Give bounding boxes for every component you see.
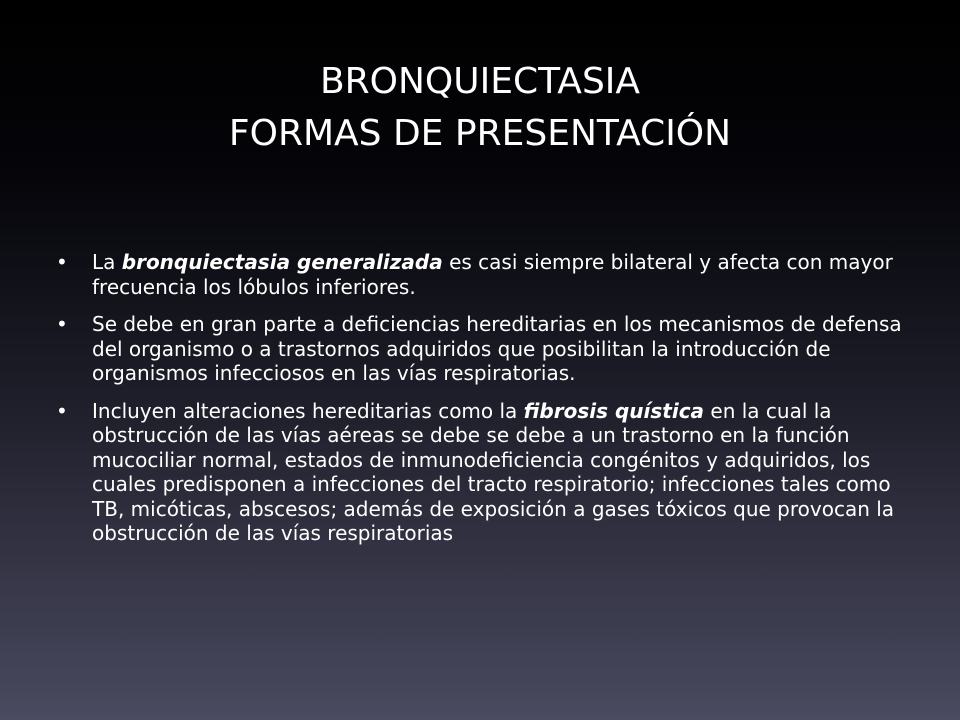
- title-line-2: FORMAS DE PRESENTACIÓN: [228, 113, 732, 154]
- bullet-marker: •: [56, 398, 68, 423]
- title-line-1: BRONQUIECTASIA: [319, 61, 641, 102]
- bullet-marker: •: [56, 312, 68, 336]
- bullet-marker: •: [56, 250, 68, 274]
- slide-title: [0, 56, 960, 160]
- bullet-text: Incluyen alteraciones hereditarias como la: [92, 398, 524, 423]
- bullet-item: [56, 312, 918, 386]
- bullet-text: Se debe en gran parte a deficiencias hereditarias en los mecanismos de defensa del organismo o a trastornos adquiridos que posibilitan la introducción de organismos infecciosos en las vías respiratorias.: [92, 312, 902, 385]
- bullet-item: [56, 250, 918, 299]
- bullet-text: La: [92, 250, 122, 274]
- bullet-list: [56, 250, 918, 559]
- bullet-emphasis: fibrosis quística: [523, 398, 705, 423]
- bullet-text: en la cual la obstrucción de las vías aéreas se debe se debe a un trastorno en la función mucociliar normal, estados de inmunodeficiencia congénitos y adquiridos, los cuales predisponen a infecciones del tracto respiratorio; infecciones tales como TB, micóticas, abscesos; además de exposición a gases tóxicos que provocan la obstrucción de las vías respiratorias: [92, 398, 895, 545]
- bullet-emphasis: bronquiectasia generalizada: [121, 250, 443, 274]
- bullet-text: es casi siempre bilateral y afecta con mayor frecuencia los lóbulos inferiores.: [92, 250, 893, 299]
- bullet-item: [56, 399, 918, 546]
